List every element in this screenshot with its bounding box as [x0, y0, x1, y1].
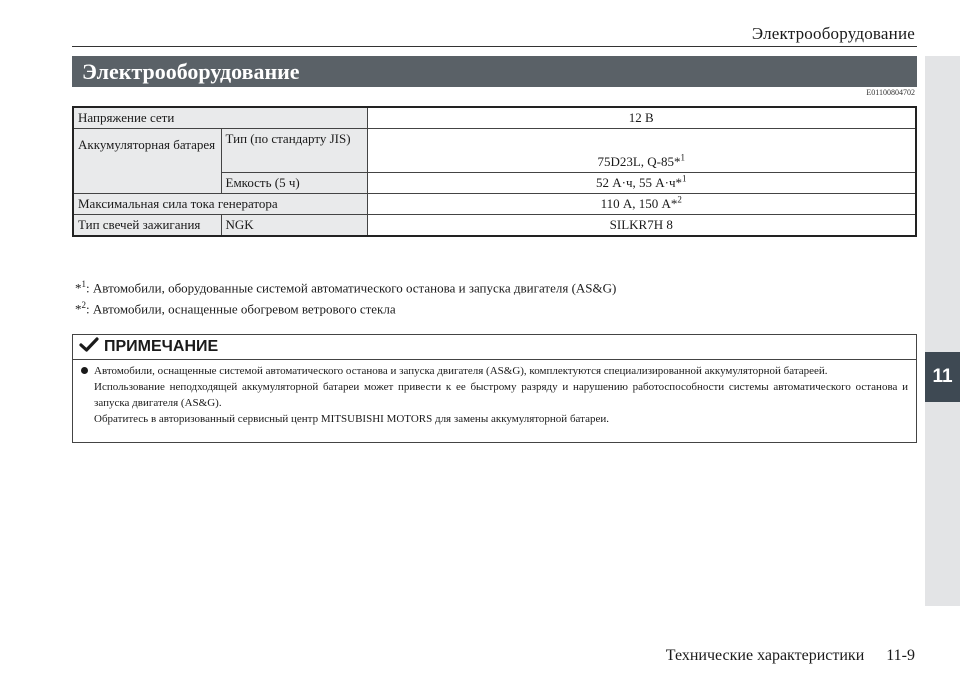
table-row — [73, 215, 916, 237]
note-paragraph: Обратитесь в авторизованный сервисный центр MITSUBISHI MOTORS для замены аккумуляторной батареи. — [94, 413, 609, 425]
section-code: E01100804702 — [866, 88, 915, 97]
row-value: 75D23L, Q-85*$^1$ — [367, 129, 916, 173]
note-title: ПРИМЕЧАНИЕ — [104, 338, 219, 355]
bullet-icon — [81, 367, 88, 374]
table-row — [73, 129, 916, 173]
header-rule — [72, 46, 917, 47]
row-sublabel: NGK — [221, 215, 367, 237]
row-value: SILKR7H 8 — [367, 215, 916, 237]
chapter-badge[interactable]: 11 — [925, 352, 960, 402]
row-sublabel: Тип (по стандарту JIS) — [221, 129, 367, 173]
note-paragraph: Использование неподходящей аккумуляторной батареи может привести к ее быстрому разряду и нарушению работоспособности системы автоматического останова и запуска двигателя (AS&G). — [94, 381, 908, 409]
footnote-1: *$^1$: Автомобили, оборудованные системой автоматического останова и запуска двигателя (AS&G) — [75, 279, 617, 296]
row-label: Напряжение сети — [73, 107, 367, 129]
row-label: Максимальная сила тока генератора — [73, 194, 367, 215]
page-number: 11-9 — [886, 647, 915, 664]
row-sublabel: Емкость (5 ч) — [221, 173, 367, 194]
table-row — [73, 107, 916, 129]
page-footer — [666, 647, 915, 665]
side-tab — [925, 56, 960, 606]
note-body — [73, 360, 916, 427]
row-label: Тип свечей зажигания — [73, 215, 221, 237]
footer-chapter-title: Технические характеристики — [665, 647, 865, 664]
note-header — [73, 335, 916, 360]
note-box — [72, 334, 917, 443]
row-value: 12 В — [367, 107, 916, 129]
running-header: Электрооборудование — [751, 24, 915, 43]
section-title: Электрооборудование — [72, 56, 917, 87]
table-row — [73, 194, 916, 215]
check-mark-icon — [79, 337, 99, 358]
row-value: 110 А, 150 А*$^2$ — [367, 194, 916, 215]
row-value: 52 А·ч, 55 А·ч*$^1$ — [367, 173, 916, 194]
spec-table — [72, 106, 917, 237]
row-label: Аккумуляторная батарея — [73, 129, 221, 194]
list-item — [81, 363, 908, 379]
footnote-2: *$^2$: Автомобили, оснащенные обогревом ветрового стекла — [75, 300, 396, 317]
note-bullet-text: Автомобили, оснащенные системой автоматического останова и запуска двигателя (AS&G), комплектуются специализированной аккумуляторной батареей. — [94, 365, 828, 377]
